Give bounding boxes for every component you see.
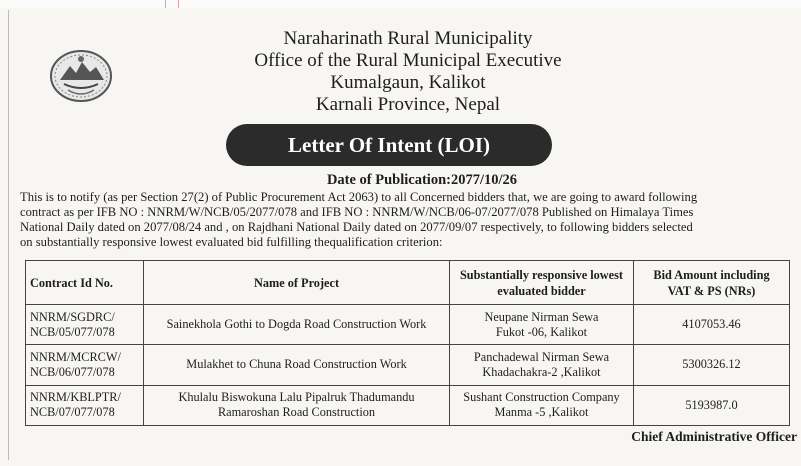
nepal-emblem-icon [48,46,114,104]
table-row [26,305,790,345]
contract-id-cell [26,385,144,425]
notice-line: contract as per IFB NO : NNRM/W/NCB/05/2077/078 and IFB NO : NNRM/W/NCB/06-07/2077/078 Published on Himalaya Times [20,205,694,219]
header-project: Name of Project [144,261,450,305]
edge-mark [165,0,166,8]
project-cell [144,345,450,385]
contract-id-cell [26,345,144,385]
notice-line: This is to notify (as per Section 27(2) of Public Procurement Act 2063) to all Concerned bidders that, we are going to award following [20,190,698,204]
loi-table [25,260,790,426]
contract-id-cell [26,305,144,345]
header-contract-id: Contract Id No. [26,261,144,305]
municipality-name: Naraharinath Rural Municipality [283,28,533,49]
contract-id-line: NNRM/KBLPTR/ [30,390,121,405]
bidder-line: Panchadewal Nirman Sewa [473,349,610,364]
notice-line: on substantially responsive lowest evaluated bid fulfilling thequalification criterion: [20,235,443,249]
header-bidder-line: Substantially responsive lowest [459,267,624,282]
bidder-line: Fukot -06, Kalikot [495,324,588,339]
header-amount [634,261,790,305]
bidder-line: Khadachakra-2 ,Kalikot [482,364,601,379]
project-line: Mulakhet to Chuna Road Construction Work [186,357,407,372]
project-line: Sainekhola Gothi to Dogda Road Construction Work [166,317,427,332]
contract-id-line: NCB/07/077/078 [30,405,115,420]
project-cell [144,385,450,425]
top-edge-strip [0,0,801,8]
amount-cell: 5193987.0 [634,385,790,425]
bidder-cell [450,345,634,385]
bidder-line: Manma -5 ,Kalikot [494,405,589,420]
header-amount-line: VAT & PS (NRs) [667,283,756,298]
bidder-cell [450,305,634,345]
project-line: Ramaroshan Road Construction [217,405,376,420]
notice-paragraph [20,190,801,250]
edge-mark [178,0,179,8]
table-row [26,345,790,385]
bidder-cell [450,385,634,425]
contract-id-line: NNRM/MCRCW/ [30,349,121,364]
signatory-title: Chief Administrative Officer [631,429,797,444]
amount-cell: 4107053.46 [634,305,790,345]
document-title-banner: Letter Of Intent (LOI) [226,124,552,166]
bidder-line: Sushant Construction Company [463,390,620,405]
project-line: Khulalu Biswokuna Lalu Pipalruk Thadumandu [178,390,415,405]
project-cell [144,305,450,345]
contract-id-line: NCB/06/077/078 [30,364,115,379]
contract-id-line: NCB/05/077/078 [30,324,115,339]
table-row [26,385,790,425]
contract-id-line: NNRM/SGDRC/ [30,309,115,324]
header-amount-line: Bid Amount including [653,267,770,282]
notice-line: National Daily dated on 2077/08/24 and , on Rajdhani National Daily dated on 2077/09/07 respectively, to following bidders selected [20,220,693,234]
office-name: Office of the Rural Municipal Executive [254,50,562,71]
bidder-line: Neupane Nirman Sewa [484,309,599,324]
table-header-row [26,261,790,305]
amount-cell: 5300326.12 [634,345,790,385]
publication-date: Date of Publication:2077/10/26 [326,172,518,188]
province-name: Karnali Province, Nepal [315,94,501,115]
office-location: Kumalgaun, Kalikot [330,72,486,93]
municipality-header [198,28,618,116]
header-bidder-line: evaluated bidder [497,283,586,298]
header-bidder [450,261,634,305]
